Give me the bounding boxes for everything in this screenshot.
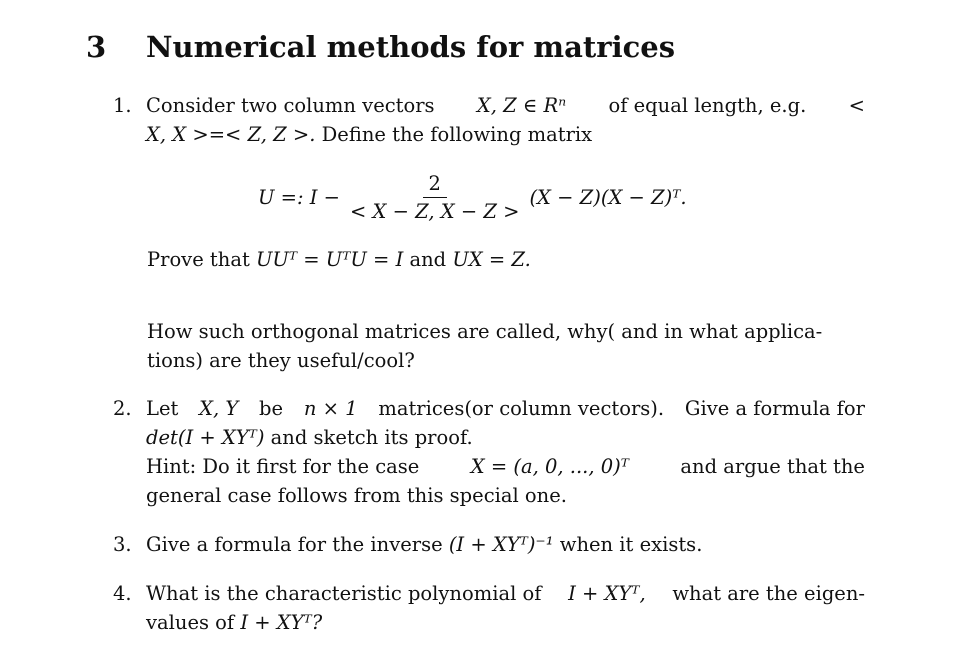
problem-4-line-1 — [146, 579, 865, 608]
problem-2-line-1 — [146, 394, 865, 423]
p2-math-special: X = (a, 0, ..., 0)ᵀ — [470, 455, 629, 478]
problem-2-line-4: general case follows from this special one. — [146, 484, 567, 507]
problem-2-line-2 — [146, 423, 865, 452]
equation-lhs: U =: I − — [258, 185, 340, 209]
problem-1-line-2 — [146, 120, 865, 149]
problem-2-line-3 — [146, 452, 865, 481]
p2-text-hint: Hint: Do it first for the case — [146, 455, 420, 478]
p2-math-xy: X, Y — [199, 397, 239, 420]
question-line-1: How such orthogonal matrices are called, why( and in what applica- — [147, 320, 823, 343]
p4-text-b: what are the eigen- — [672, 582, 865, 605]
p4-math-2: I + XYᵀ? — [240, 611, 323, 634]
p4-text-a: What is the characteristic polynomial of — [146, 582, 542, 605]
problem-1 — [113, 91, 865, 149]
problem-1-marker: 1. — [113, 94, 132, 117]
orthogonal-question — [147, 317, 864, 375]
section-title: Numerical methods for matrices — [146, 30, 676, 64]
p2-text-be: be — [259, 397, 284, 420]
section-number: 3 — [86, 30, 107, 64]
fraction-denominator: < X − Z, X − Z > — [349, 199, 520, 223]
p3-text-a: Give a formula for the inverse — [146, 533, 443, 556]
section-heading — [86, 30, 675, 70]
p1-text-d: < — [848, 94, 865, 117]
problem-3-line-1 — [146, 530, 865, 559]
p3-math-inverse: (I + XYᵀ)⁻¹ — [448, 533, 554, 556]
problem-4 — [113, 579, 865, 637]
problem-4-marker: 4. — [113, 582, 132, 605]
fraction-numerator: 2 — [423, 172, 447, 198]
p2-math-dim: n × 1 — [303, 397, 358, 420]
p2-text-sketch: and sketch its proof. — [270, 426, 473, 449]
p4-text-values: values of — [146, 611, 235, 634]
p2-text-argue: and argue that the — [680, 455, 865, 478]
p2-math-det: det(I + XYᵀ) — [146, 426, 265, 449]
p1-text-a: Consider two column vectors — [146, 94, 435, 117]
prove-math-map: UX = Z. — [452, 248, 531, 271]
householder-equation — [258, 168, 687, 226]
p2-text-formula: Give a formula for — [684, 397, 865, 420]
p3-text-b: when it exists. — [559, 533, 703, 556]
equation-fraction — [344, 172, 525, 223]
p1-text-c: of equal length, e.g. — [608, 94, 807, 117]
problem-2-marker: 2. — [113, 397, 132, 420]
equation-rhs: (X − Z)(X − Z)ᵀ. — [529, 185, 687, 209]
problem-1-line-1 — [146, 91, 865, 120]
question-line-2: tions) are they useful/cool? — [147, 349, 415, 372]
prove-math-orthogonal: UUᵀ = UᵀU = I — [256, 248, 404, 271]
problem-3-marker: 3. — [113, 533, 132, 556]
p2-text-let: Let — [146, 397, 179, 420]
prove-text: Prove that — [147, 248, 250, 271]
problem-4-line-2 — [146, 608, 865, 637]
p2-text-matrices: matrices(or column vectors). — [378, 397, 665, 420]
p4-math-1: I + XYᵀ, — [568, 582, 646, 605]
prove-statement — [147, 248, 531, 271]
p1-math-inner-products: X, X >=< Z, Z >. — [146, 123, 316, 146]
problem-3 — [113, 530, 865, 559]
p1-math-vectors: X, Z ∈ Rⁿ — [476, 94, 567, 117]
problem-2 — [113, 394, 865, 510]
p1-text-define: Define the following matrix — [321, 123, 593, 146]
prove-and: and — [409, 248, 447, 271]
